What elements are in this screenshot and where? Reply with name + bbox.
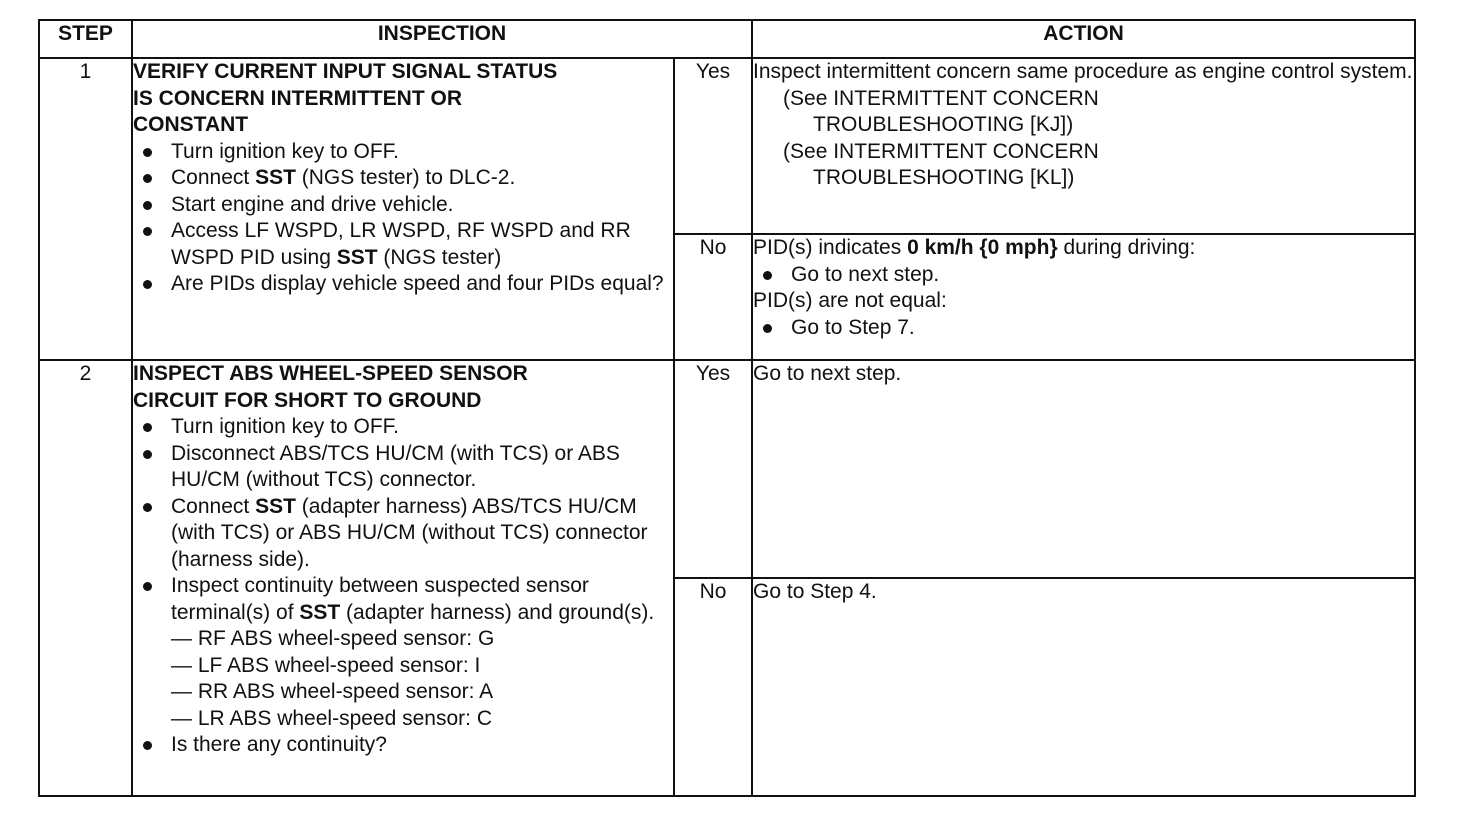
see-reference: TROUBLESHOOTING [KL]) xyxy=(813,166,1075,189)
step1-bullet: Start engine and drive vehicle. xyxy=(133,192,673,219)
see-reference: (See INTERMITTENT CONCERN xyxy=(783,86,1099,110)
sensor-terminal-item: — LR ABS wheel-speed sensor: C xyxy=(171,706,492,730)
step2-yes-row xyxy=(39,360,1415,578)
text: PID(s) indicates xyxy=(753,236,908,259)
text: (adapter harness) and ground(s). xyxy=(340,600,655,624)
sensor-terminal-item: — RR ABS wheel-speed sensor: A xyxy=(171,680,494,703)
step2-no-label: No xyxy=(674,578,752,796)
header-step: STEP xyxy=(39,20,132,58)
step1-bullet xyxy=(133,165,673,192)
text: Inspect continuity between suspected sensor terminal(s) of xyxy=(171,574,589,624)
sst-label: SST xyxy=(255,494,296,518)
sst-label: SST xyxy=(299,600,341,624)
step2-bullets xyxy=(133,414,673,759)
header-row xyxy=(39,20,1415,58)
step2-bullet: Is there any continuity? xyxy=(133,732,673,759)
step2-bullet xyxy=(133,494,673,574)
step2-title xyxy=(133,361,673,414)
step1-yes-row xyxy=(39,58,1415,234)
step1-yes-label: Yes xyxy=(674,58,752,234)
sensor-terminal-list xyxy=(171,626,673,732)
see-reference: TROUBLESHOOTING [KJ]) xyxy=(813,113,1074,136)
step2-bullet: Disconnect ABS/TCS HU/CM (with TCS) or ABS HU/CM (without TCS) connector. xyxy=(133,441,673,494)
see-reference: (See INTERMITTENT CONCERN xyxy=(783,139,1099,163)
text: (NGS tester) to DLC-2. xyxy=(295,166,516,189)
sst-label: SST xyxy=(336,245,378,269)
text: (NGS tester) xyxy=(377,245,502,269)
text: Access LF WSPD, LR WSPD, RF WSPD and RR WSPD PID using xyxy=(171,219,631,269)
header-inspection: INSPECTION xyxy=(132,20,752,58)
step1-yes-action xyxy=(752,58,1415,234)
sensor-terminal-item: — RF ABS wheel-speed sensor: G xyxy=(171,627,495,650)
step2-number: 2 xyxy=(39,360,132,796)
step1-title xyxy=(133,59,673,139)
step2-inspection xyxy=(132,360,674,796)
step2-no-action: Go to Step 4. xyxy=(752,578,1415,796)
step1-no-label: No xyxy=(674,234,752,360)
text: during driving: xyxy=(1057,236,1196,259)
step1-inspection xyxy=(132,58,674,360)
step2-bullet xyxy=(133,573,673,732)
step1-bullet: Are PIDs display vehicle speed and four PIDs equal? xyxy=(133,271,673,298)
step1-number: 1 xyxy=(39,58,132,360)
header-action: ACTION xyxy=(752,20,1415,58)
troubleshooting-table xyxy=(38,19,1416,797)
text: Connect xyxy=(171,166,256,189)
step2-yes-action: Go to next step. xyxy=(752,360,1415,578)
speed-value: 0 km/h {0 mph} xyxy=(907,236,1058,259)
step1-title-line: CONSTANT xyxy=(133,113,249,136)
step2-bullet: Turn ignition key to OFF. xyxy=(133,414,673,441)
step1-title-line: IS CONCERN INTERMITTENT OR xyxy=(133,86,462,110)
step2-yes-label: Yes xyxy=(674,360,752,578)
text: Connect xyxy=(171,494,256,518)
step1-bullets xyxy=(133,139,673,298)
step2-title-line: CIRCUIT FOR SHORT TO GROUND xyxy=(133,388,482,412)
action-bullet: Go to Step 7. xyxy=(753,315,1414,342)
step1-title-line: VERIFY CURRENT INPUT SIGNAL STATUS xyxy=(133,60,558,83)
action-condition: PID(s) are not equal: xyxy=(753,289,947,312)
action-bullet: Go to next step. xyxy=(753,262,1414,289)
step1-bullet: Turn ignition key to OFF. xyxy=(133,139,673,166)
step2-title-line: INSPECT ABS WHEEL-SPEED SENSOR xyxy=(133,362,528,385)
action-bullets xyxy=(753,315,1414,342)
action-condition xyxy=(753,235,1414,262)
text: (adapter harness) ABS/TCS HU/CM (with TCS) or ABS HU/CM (without TCS) connector (harness side). xyxy=(171,494,648,571)
action-text: Inspect intermittent concern same procedure as engine control system. xyxy=(753,60,1413,83)
sst-label: SST xyxy=(255,166,296,189)
action-bullets xyxy=(753,262,1414,289)
step1-bullet xyxy=(133,218,673,271)
sensor-terminal-item: — LF ABS wheel-speed sensor: I xyxy=(171,653,481,677)
step1-no-action xyxy=(752,234,1415,360)
